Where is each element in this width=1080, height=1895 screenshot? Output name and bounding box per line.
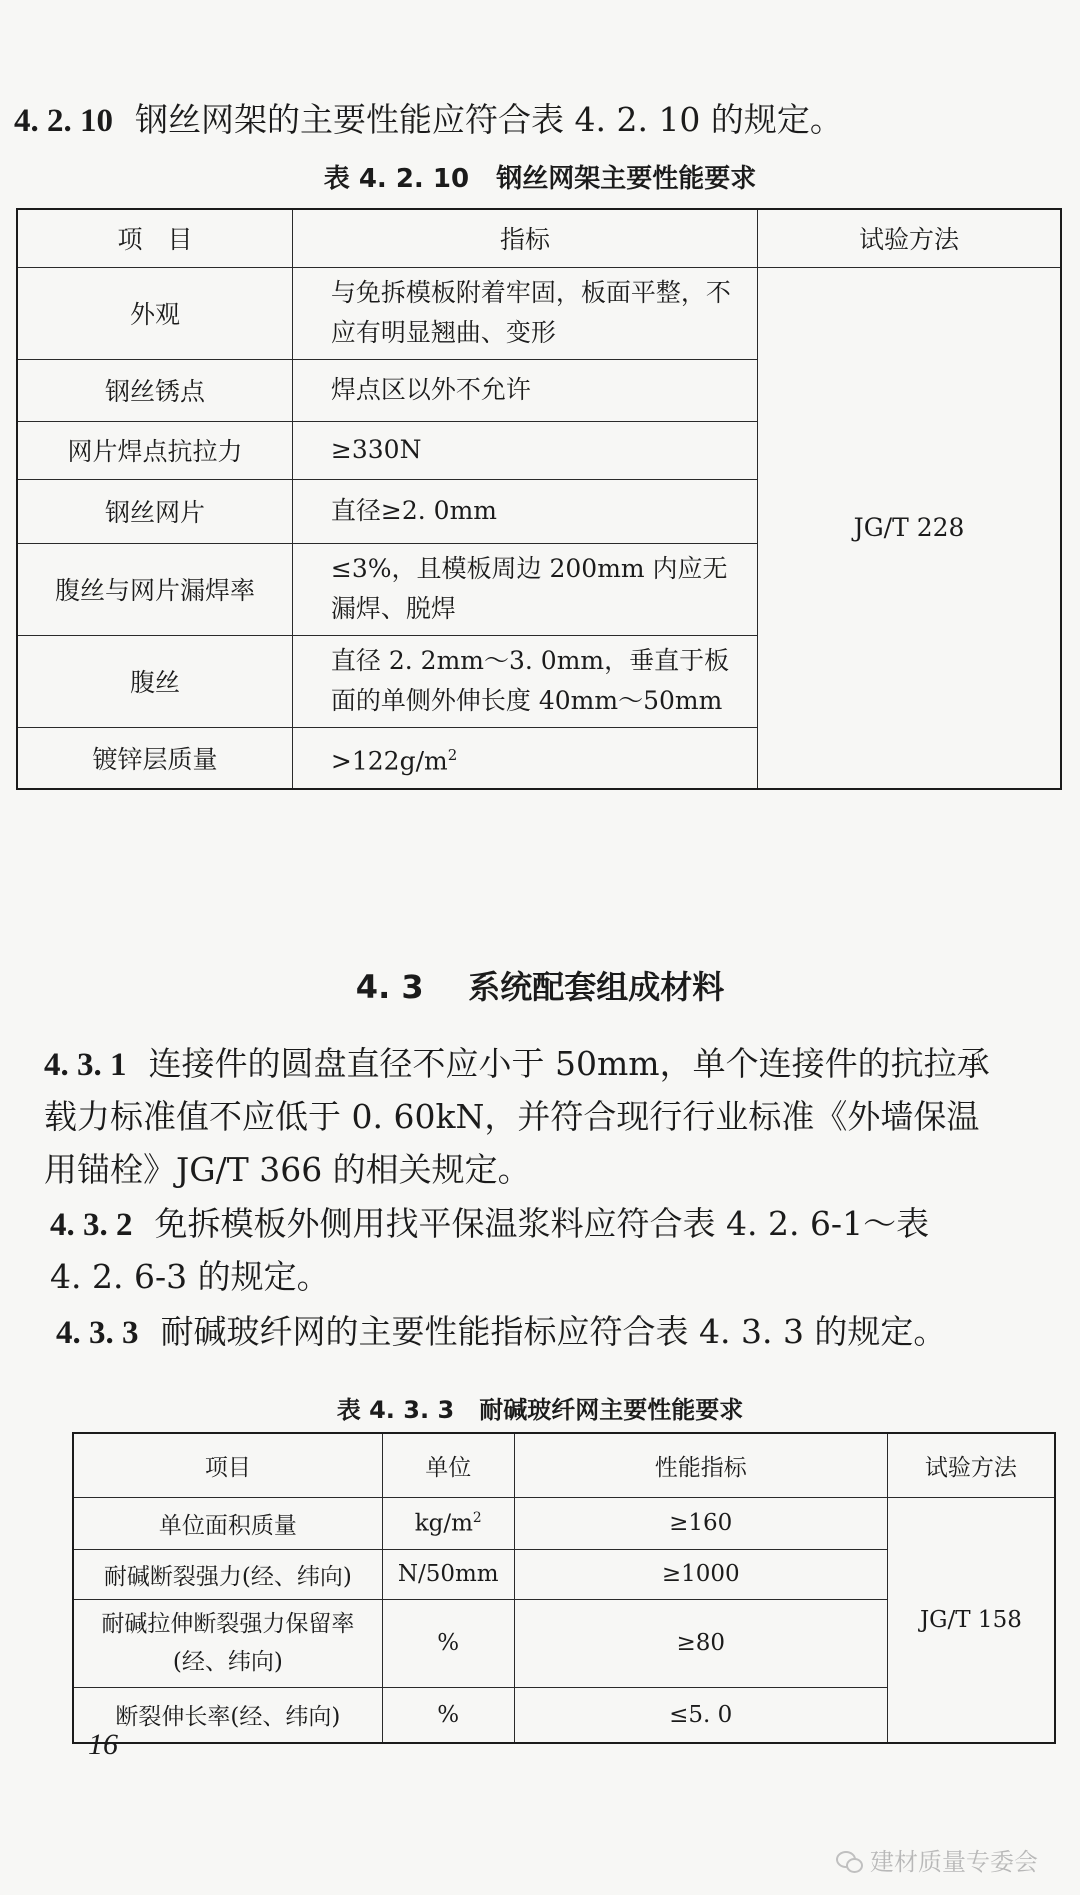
row-unit: % bbox=[382, 1599, 514, 1687]
clause-text: 钢丝网架的主要性能应符合表 4. 2. 10 的规定。 bbox=[135, 100, 843, 139]
header-unit: 单位 bbox=[382, 1433, 514, 1497]
clause-4-3-2-line1 bbox=[50, 1202, 1064, 1247]
section-title: 系统配套组成材料 bbox=[468, 968, 725, 1006]
row-value: ≥1000 bbox=[514, 1549, 887, 1599]
row-value: 直径≥2. 0mm bbox=[292, 479, 757, 543]
caption-number: 表 4. 2. 10 bbox=[323, 164, 470, 194]
unit-superscript: 2 bbox=[472, 1509, 482, 1526]
clause-4-3-1-line3: 用锚栓》JG/T 366 的相关规定。 bbox=[44, 1150, 531, 1189]
clause-4-3-1-line2: 载力标准值不应低于 0. 60kN，并符合现行行业标准《外墙保温 bbox=[44, 1097, 980, 1136]
value-superscript: 2 bbox=[447, 745, 458, 764]
watermark bbox=[836, 1842, 1038, 1877]
row-item: 钢丝锈点 bbox=[17, 359, 292, 421]
section-4-3-heading bbox=[0, 962, 1080, 1008]
row-value: 焊点区以外不允许 bbox=[292, 359, 757, 421]
table-4-2-10 bbox=[16, 208, 1062, 790]
header-item: 项 目 bbox=[17, 209, 292, 267]
header-indicator: 性能指标 bbox=[514, 1433, 887, 1497]
table-header-row bbox=[17, 209, 1061, 267]
clause-4-2-10 bbox=[14, 98, 1064, 143]
table-4-3-3 bbox=[72, 1432, 1056, 1744]
header-item: 项目 bbox=[73, 1433, 382, 1497]
clause-4-3-3 bbox=[56, 1310, 1064, 1355]
row-value: ≥80 bbox=[514, 1599, 887, 1687]
row-value: ≤5. 0 bbox=[514, 1687, 887, 1743]
caption-text: 耐碱玻纤网主要性能要求 bbox=[479, 1396, 744, 1424]
unit-text: kg/m bbox=[414, 1510, 473, 1537]
row-value bbox=[292, 727, 757, 789]
clause-text: 耐碱玻纤网的主要性能指标应符合表 4. 3. 3 的规定。 bbox=[160, 1312, 947, 1351]
page-number: 16 bbox=[88, 1728, 118, 1761]
row-item: 外观 bbox=[17, 267, 292, 359]
header-method: 试验方法 bbox=[758, 209, 1061, 267]
table-header-row bbox=[73, 1433, 1055, 1497]
row-unit bbox=[382, 1497, 514, 1549]
test-method: JG/T 158 bbox=[887, 1497, 1055, 1743]
row-value: 与免拆模板附着牢固，板面平整，不应有明显翘曲、变形 bbox=[292, 267, 757, 359]
row-item: 断裂伸长率(经、纬向) bbox=[73, 1687, 382, 1743]
wechat-icon bbox=[836, 1849, 862, 1871]
table-row bbox=[73, 1497, 1055, 1549]
row-item: 耐碱断裂强力(经、纬向) bbox=[73, 1549, 382, 1599]
row-value: ≥330N bbox=[292, 421, 757, 479]
row-item-line2: (经、纬向) bbox=[172, 1649, 283, 1675]
table-row bbox=[17, 267, 1061, 359]
caption-number: 表 4. 3. 3 bbox=[336, 1396, 455, 1424]
caption-text: 钢丝网架主要性能要求 bbox=[496, 164, 757, 194]
row-item: 腹丝 bbox=[17, 635, 292, 727]
row-item: 腹丝与网片漏焊率 bbox=[17, 543, 292, 635]
row-unit: N/50mm bbox=[382, 1549, 514, 1599]
table-4-2-10-caption bbox=[0, 158, 1080, 195]
row-item: 钢丝网片 bbox=[17, 479, 292, 543]
header-indicator: 指标 bbox=[292, 209, 757, 267]
row-value: ≥160 bbox=[514, 1497, 887, 1549]
clause-number: 4. 3. 2 bbox=[50, 1207, 133, 1243]
section-number: 4. 3 bbox=[355, 968, 424, 1006]
clause-text: 连接件的圆盘直径不应小于 50mm，单个连接件的抗拉承 bbox=[148, 1044, 990, 1083]
row-item-line1: 耐碱拉伸断裂强力保留率 bbox=[101, 1611, 355, 1637]
clause-4-3-2-line2: 4. 2. 6-3 的规定。 bbox=[50, 1257, 330, 1296]
row-unit: % bbox=[382, 1687, 514, 1743]
header-method: 试验方法 bbox=[887, 1433, 1055, 1497]
row-value: ≤3%，且模板周边 200mm 内应无漏焊、脱焊 bbox=[292, 543, 757, 635]
clause-4-3-1-line1 bbox=[44, 1042, 1064, 1087]
row-item: 镀锌层质量 bbox=[17, 727, 292, 789]
row-item bbox=[73, 1599, 382, 1687]
row-item: 单位面积质量 bbox=[73, 1497, 382, 1549]
value-text: >122g/m bbox=[330, 745, 448, 775]
row-value: 直径 2. 2mm～3. 0mm，垂直于板面的单侧外伸长度 40mm～50mm bbox=[292, 635, 757, 727]
row-item: 网片焊点抗拉力 bbox=[17, 421, 292, 479]
clause-number: 4. 3. 1 bbox=[44, 1047, 127, 1083]
watermark-text: 建材质量专委会 bbox=[870, 1848, 1038, 1876]
clause-number: 4. 2. 10 bbox=[14, 103, 113, 139]
clause-text: 免拆模板外侧用找平保温浆料应符合表 4. 2. 6-1～表 bbox=[154, 1204, 930, 1243]
table-4-3-3-caption bbox=[0, 1390, 1080, 1425]
test-method: JG/T 228 bbox=[758, 267, 1061, 789]
clause-number: 4. 3. 3 bbox=[56, 1315, 139, 1351]
